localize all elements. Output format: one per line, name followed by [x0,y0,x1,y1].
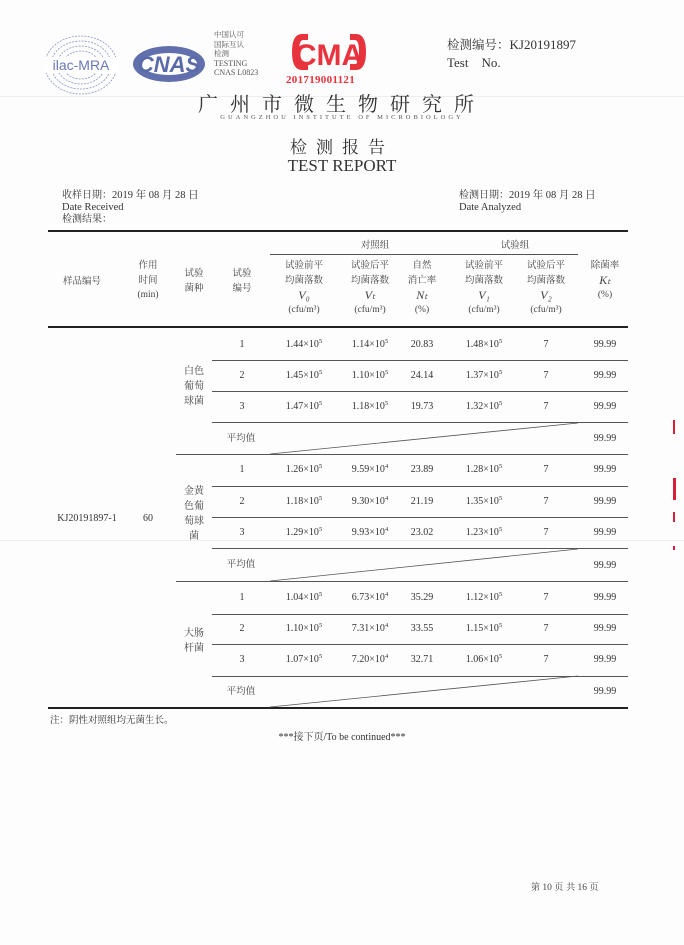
strain-line: 大肠 [184,628,204,639]
cnas-logo-icon [130,44,208,84]
header-v1-l1: 试验前平 [464,260,503,271]
row-v0: $1.18\times 10^5$ [285,495,323,507]
sample-no-cell: KJ20191897-1 [57,513,117,524]
row-vt: $9.30\times 10^4$ [351,495,389,507]
row-v2: 7 [543,527,549,538]
test-no-label-en: Test No. [447,55,501,70]
row-nt: 24.14 [410,370,434,381]
date-analyzed-block [459,190,596,214]
row-v1: $1.06\times 10^5$ [465,653,503,665]
row-v2: 7 [543,339,549,350]
row-test-no: 3 [239,527,245,538]
row-v0: $1.26\times 10^5$ [285,463,323,475]
strain-line: 菌 [189,531,199,542]
cma-logo-icon [290,30,368,74]
header-bottom-rule [48,326,628,328]
row-test-no: 1 [239,339,245,350]
row-vt: $7.20\times 10^4$ [351,653,389,665]
row-nt: 19.73 [410,401,434,412]
header-sample-no: 样品编号 [62,276,101,287]
cnas-cn-line: 国际互认 [214,39,244,49]
strain-line: 萄球 [184,516,204,527]
header-v2-symbol: V₂ [540,288,552,302]
date-received-label-en: Date Received [62,202,124,213]
row-v0: $1.10\times 10^5$ [285,622,323,634]
header-time-l1: 作用 [138,260,158,271]
svg-text:ilac-MRA: ilac-MRA [52,57,110,73]
header-v2-unit: (cfu/m³) [530,305,562,315]
continued-suffix: *** [390,732,406,743]
date-analyzed-label: 检测日期： [459,190,509,201]
header-v1-unit: (cfu/m³) [468,305,500,315]
row-kt: 99.99 [593,401,617,412]
row-vt: $9.59\times 10^4$ [351,463,389,475]
header-time-l3: (min) [137,290,159,300]
row-v0: $1.44\times 10^5$ [285,338,323,350]
test-number-block [447,36,576,72]
row-divider [212,486,628,487]
table-top-rule [48,230,628,232]
row-divider [212,614,628,615]
header-v2-l1: 试验后平 [526,260,565,271]
header-test-no [224,266,260,296]
header-vt-unit: (cfu/m³) [354,305,386,315]
group-divider [176,454,628,455]
group-divider [176,581,628,582]
test-no-label-cn: 检测编号： [447,37,510,52]
row-nt: 21.19 [410,496,434,507]
header-kt-unit: (%) [597,290,613,300]
date-analyzed-value: 2019 年 08 月 28 日 [509,190,596,201]
row-v1: $1.12\times 10^5$ [465,591,503,603]
row-v1: $1.15\times 10^5$ [465,622,503,634]
row-kt: 99.99 [593,527,617,538]
page-number [531,880,598,893]
cnas-number: CNAS L0823 [214,68,259,77]
row-test-no: 2 [239,370,245,381]
row-v1: $1.35\times 10^5$ [465,495,503,507]
row-nt: 32.71 [410,654,434,665]
test-no-value: KJ20191897 [509,37,576,52]
row-kt: 99.99 [593,464,617,475]
row-v0: $1.45\times 10^5$ [285,369,323,381]
report-title-en: TEST REPORT [287,156,397,175]
row-kt: 99.99 [593,370,617,381]
header-v2 [514,258,578,318]
seal-edge-mark [673,512,675,522]
strain-line: 色葡 [184,501,204,512]
svg-text:CMA: CMA [294,39,364,72]
cnas-accreditation-text [214,30,258,78]
header-v0-l2: 均菌落数 [284,275,323,286]
row-v2: 7 [543,464,549,475]
page-label: 第 [531,883,541,893]
header-nt [402,258,442,318]
row-divider [212,548,628,549]
report-title-cn: 检测报告 [290,138,394,158]
average-value: 99.99 [593,433,617,444]
header-nt-l2: 消亡率 [407,275,437,286]
row-test-no: 1 [239,464,245,475]
header-nt-l1: 自然 [412,260,432,271]
continued-en: /To be continued [323,732,391,743]
row-kt: 99.99 [593,339,617,350]
row-nt: 23.02 [410,527,434,538]
row-v0: $1.29\times 10^5$ [285,526,323,538]
row-vt: $9.93\times 10^4$ [351,526,389,538]
control-group-header: 对照组 [360,240,390,251]
continued-prefix: *** [278,732,294,743]
ilac-mra-logo-icon [42,34,120,96]
row-v1: $1.28\times 10^5$ [465,463,503,475]
row-v0: $1.04\times 10^5$ [285,591,323,603]
strain-line: 葡萄 [184,381,204,392]
time-cell: 60 [143,513,153,524]
group-header-rule [270,254,578,255]
row-v1: $1.48\times 10^5$ [465,338,503,350]
row-test-no: 1 [239,592,245,603]
date-analyzed-label-en: Date Analyzed [459,202,522,213]
row-nt: 20.83 [410,339,434,350]
header-kt-l1: 除菌率 [590,260,620,271]
header-time [128,258,168,303]
header-strain-l1: 试验 [184,268,204,279]
header-v0-symbol: V₀ [298,288,310,302]
row-kt: 99.99 [593,654,617,665]
header-vt [338,258,402,318]
header-time-l2: 时间 [138,275,158,286]
header-kt-symbol: Kₜ [599,273,611,287]
seal-edge-mark [673,478,676,500]
header-strain-l2: 菌种 [184,283,204,294]
average-value: 99.99 [593,560,617,571]
row-divider [212,360,628,361]
results-label: 检测结果： [62,214,112,225]
header-strain [176,266,212,296]
row-v2: 7 [543,623,549,634]
header-vt-l2: 均菌落数 [350,275,389,286]
header-v0-l1: 试验前平 [284,260,323,271]
average-label: 平均值 [226,686,256,697]
header-testno-l2: 编号 [232,283,252,294]
header-v2-l2: 均菌落数 [526,275,565,286]
institute-name-en: GUANGZHOU INSTITUTE OF MICROBIOLOGY [220,114,464,121]
row-divider [212,676,628,677]
row-vt: $7.31\times 10^4$ [351,622,389,634]
row-v2: 7 [543,654,549,665]
row-nt: 23.89 [410,464,434,475]
header-kt [582,258,628,303]
header-vt-l1: 试验后平 [350,260,389,271]
row-nt: 33.55 [410,623,434,634]
row-v1: $1.32\times 10^5$ [465,400,503,412]
strain-line: 金黄 [184,486,204,497]
header-v1 [452,258,516,318]
footnote: 注：阴性对照组均无菌生长。 [50,715,174,726]
average-label: 平均值 [226,433,256,444]
cnas-cn-line: 检测 [214,49,229,58]
strain-group-3 [176,626,212,656]
continued-cn: 接下页 [293,732,324,743]
strain-group-1 [176,364,212,409]
scan-line [0,540,684,541]
table-bottom-rule [48,707,628,709]
row-kt: 99.99 [593,592,617,603]
page-total: 16 [577,883,588,893]
row-v2: 7 [543,592,549,603]
header-vt-symbol: Vₜ [364,288,376,302]
row-test-no: 3 [239,654,245,665]
row-vt: $6.73\times 10^4$ [351,591,389,603]
page-label: 页 [589,883,599,893]
header-v0 [272,258,336,318]
row-v1: $1.37\times 10^5$ [465,369,503,381]
row-v2: 7 [543,401,549,412]
row-v2: 7 [543,496,549,507]
row-divider [212,422,628,423]
test-group-header: 试验组 [500,240,530,251]
row-v1: $1.23\times 10^5$ [465,526,503,538]
row-vt: $1.14\times 10^5$ [351,338,389,350]
cma-number: 201719001121 [286,74,355,86]
row-vt: $1.18\times 10^5$ [351,400,389,412]
date-received-value: 2019 年 08 月 28 日 [112,190,199,201]
row-test-no: 2 [239,496,245,507]
row-kt: 99.99 [593,496,617,507]
row-v0: $1.47\times 10^5$ [285,400,323,412]
header-nt-unit: (%) [414,305,430,315]
cnas-cn-line: 中国认可 [214,30,244,39]
seal-edge-mark [673,420,675,434]
row-test-no: 3 [239,401,245,412]
row-nt: 35.29 [410,592,434,603]
institute-name-cn: 广州市微生物研究所 [198,92,486,116]
strain-line: 白色 [184,366,204,377]
svg-text:CNAS: CNAS [137,52,201,77]
row-kt: 99.99 [593,623,617,634]
row-v0: $1.07\times 10^5$ [285,653,323,665]
header-v1-symbol: V₁ [478,288,490,302]
strain-line: 杆菌 [184,643,204,654]
strain-line: 球菌 [184,396,204,407]
average-value: 99.99 [593,686,617,697]
row-divider [212,391,628,392]
average-label: 平均值 [226,559,256,570]
cnas-testing: TESTING [214,58,248,68]
row-divider [212,644,628,645]
row-v2: 7 [543,370,549,381]
seal-edge-mark [673,546,675,550]
page-current: 10 [542,883,552,893]
date-received-label: 收样日期： [62,190,112,201]
header-v1-l2: 均菌落数 [464,275,503,286]
date-received-block [62,190,199,226]
continued-line [0,728,684,743]
row-test-no: 2 [239,623,245,634]
row-vt: $1.10\times 10^5$ [351,369,389,381]
row-divider [212,517,628,518]
page-label: 页 共 [554,883,576,893]
header-v0-unit: (cfu/m³) [288,305,320,315]
header-nt-symbol: Nₜ [416,288,428,302]
strain-group-2 [176,484,212,544]
header-testno-l1: 试验 [232,268,252,279]
